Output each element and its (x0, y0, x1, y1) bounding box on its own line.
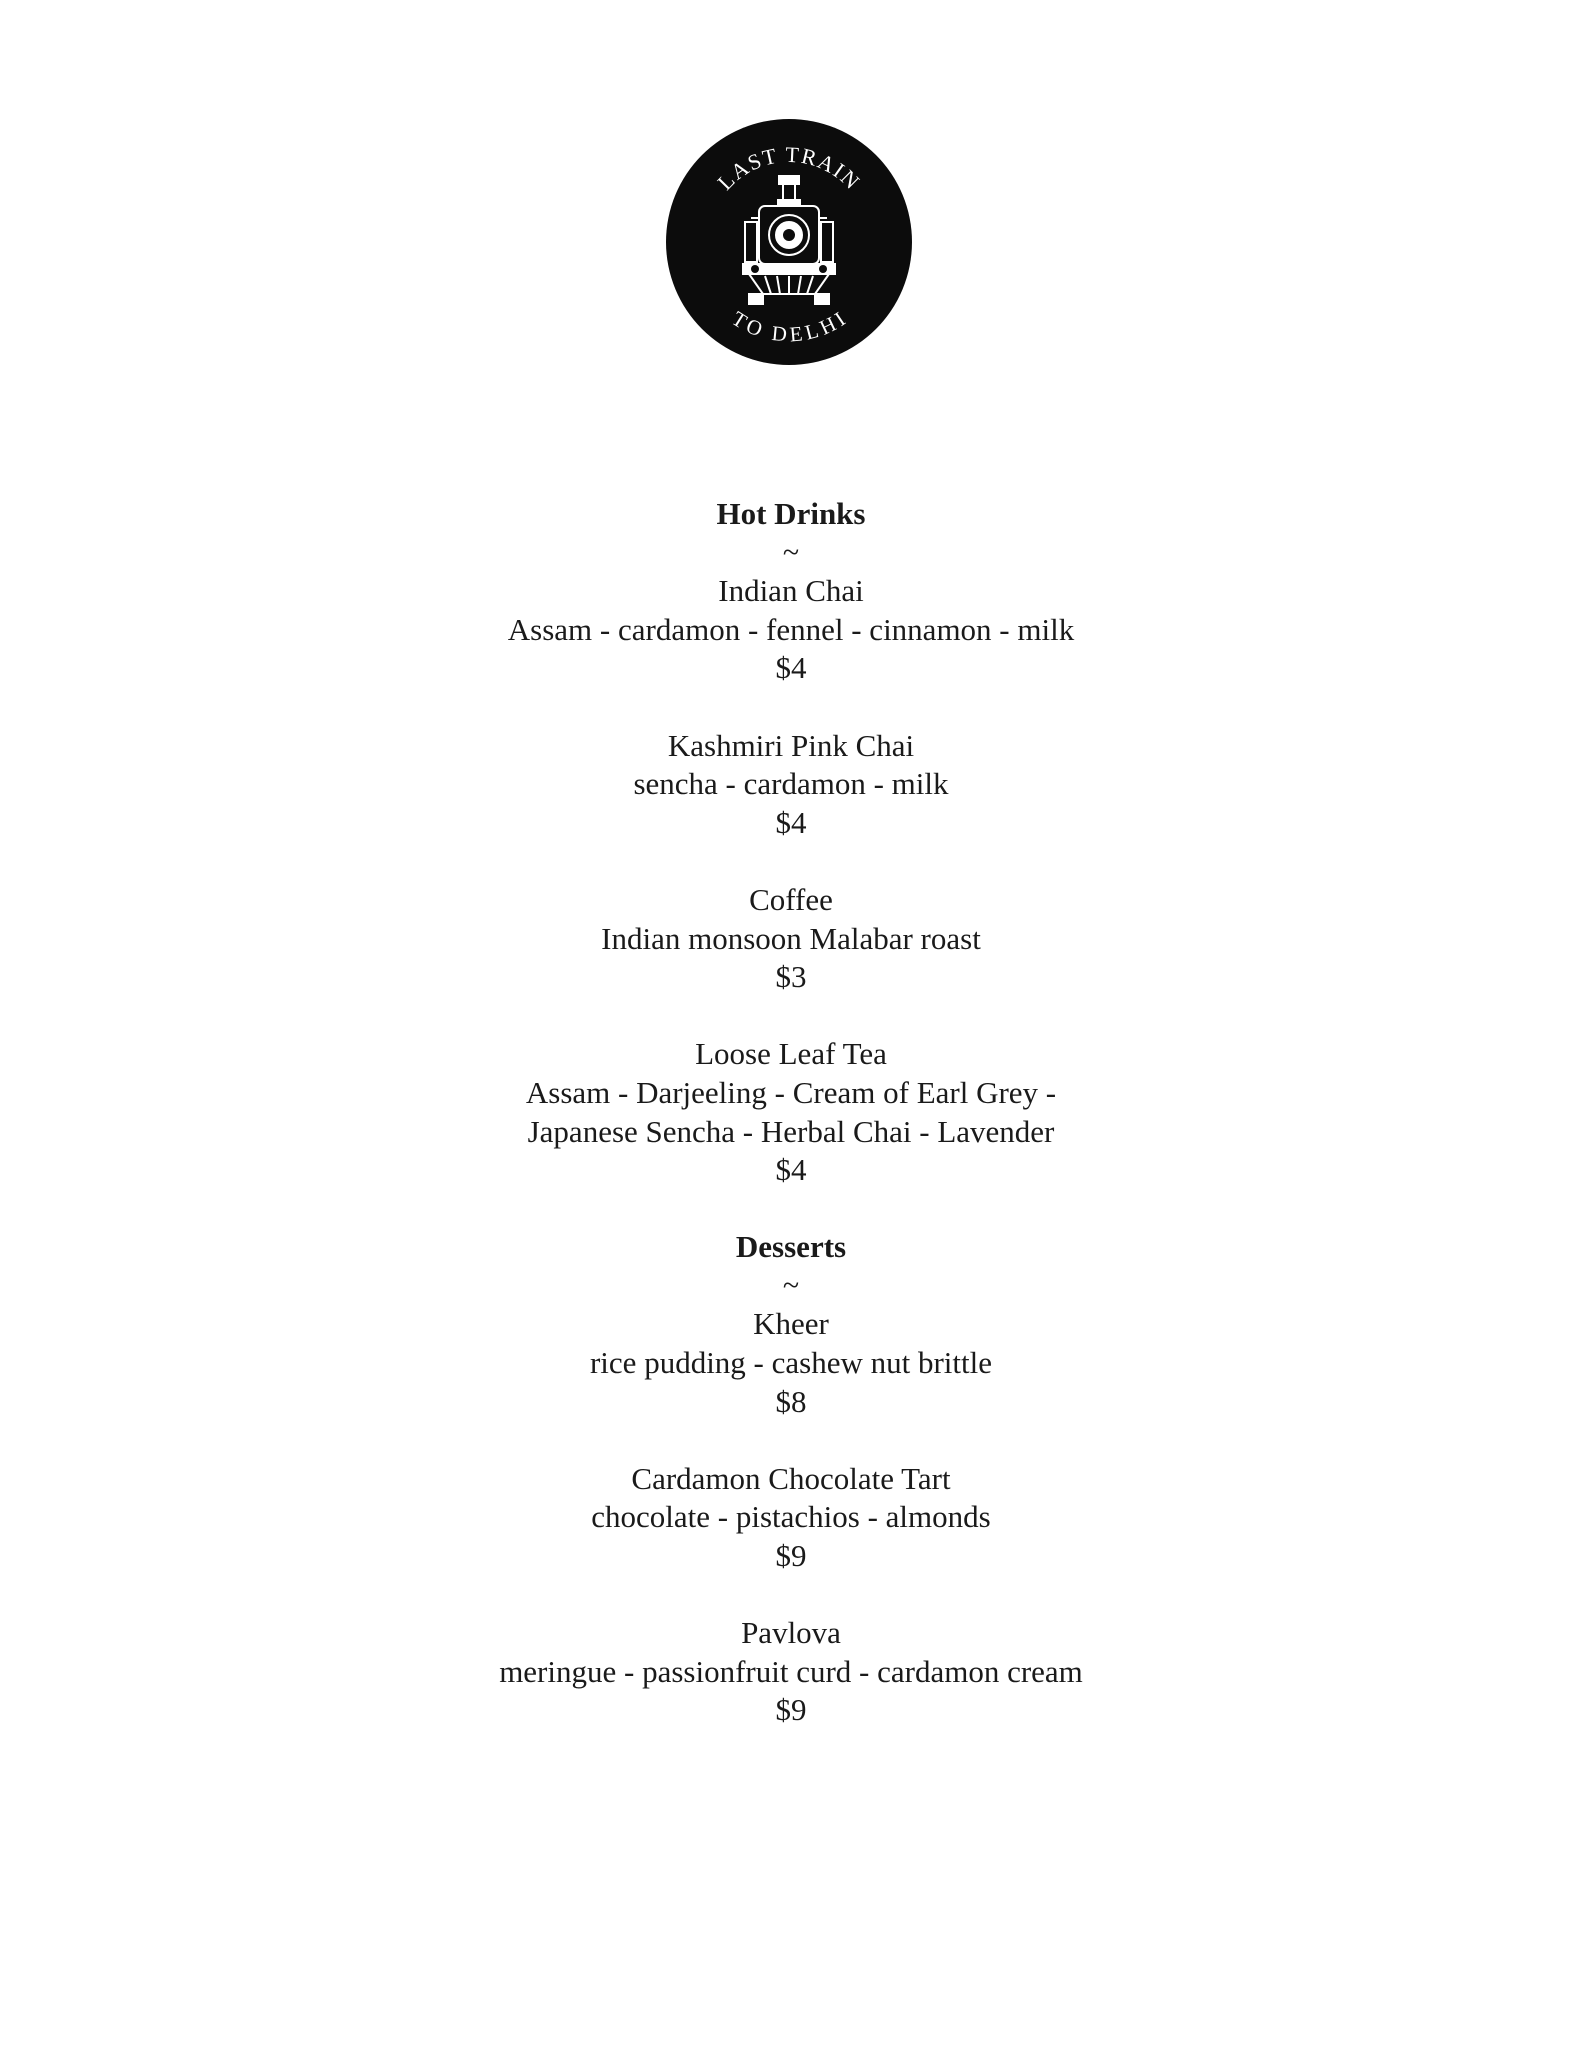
item-name: Cardamon Chocolate Tart (631, 1460, 951, 1496)
menu-item-cardamon-chocolate-tart (0, 1460, 1582, 1576)
logo-bottom-text: TO DELHI (727, 306, 851, 347)
section-title: Hot Drinks (716, 496, 866, 531)
logo-top-text: LAST TRAIN (712, 141, 866, 195)
item-name: Pavlova (741, 1615, 841, 1651)
item-description: Assam - Darjeeling - Cream of Earl Grey - (525, 1074, 1057, 1110)
item-name: Indian Chai (718, 573, 864, 609)
item-name: Kashmiri Pink Chai (667, 727, 915, 763)
item-description: Indian monsoon Malabar roast (601, 920, 981, 956)
item-price: $4 (775, 650, 807, 686)
logo-badge (665, 118, 913, 366)
item-price: $9 (775, 1538, 807, 1574)
section-title: Desserts (735, 1229, 847, 1265)
item-description: rice pudding - cashew nut brittle (589, 1345, 993, 1381)
item-description: meringue - passionfruit curd - cardamon cream (499, 1653, 1083, 1689)
item-description: Japanese Sencha - Herbal Chai - Lavender (527, 1113, 1055, 1149)
item-name: Coffee (749, 881, 833, 917)
section-divider: ~ (782, 1268, 800, 1302)
section-desserts (0, 1228, 1582, 1730)
menu-item-indian-chai (0, 572, 1582, 688)
menu-item-pavlova (0, 1614, 1582, 1730)
item-price: $4 (775, 1152, 807, 1188)
item-description: chocolate - pistachios - almonds (591, 1499, 991, 1535)
item-description: sencha - cardamon - milk (633, 766, 949, 802)
item-description: Assam - cardamon - fennel - cinnamon - milk (507, 611, 1075, 647)
menu (0, 495, 1582, 1769)
item-price: $8 (775, 1383, 807, 1419)
item-name: Kheer (753, 1306, 829, 1342)
menu-item-kheer (0, 1305, 1582, 1421)
item-price: $4 (775, 804, 807, 840)
item-price: $3 (775, 959, 807, 995)
section-hot-drinks (0, 495, 1582, 1190)
logo (665, 118, 913, 366)
menu-item-kashmiri-pink-chai (0, 727, 1582, 843)
menu-item-coffee (0, 881, 1582, 997)
item-price: $9 (775, 1692, 807, 1728)
section-divider: ~ (782, 535, 800, 569)
menu-item-loose-leaf-tea (0, 1035, 1582, 1189)
item-name: Loose Leaf Tea (695, 1036, 887, 1072)
